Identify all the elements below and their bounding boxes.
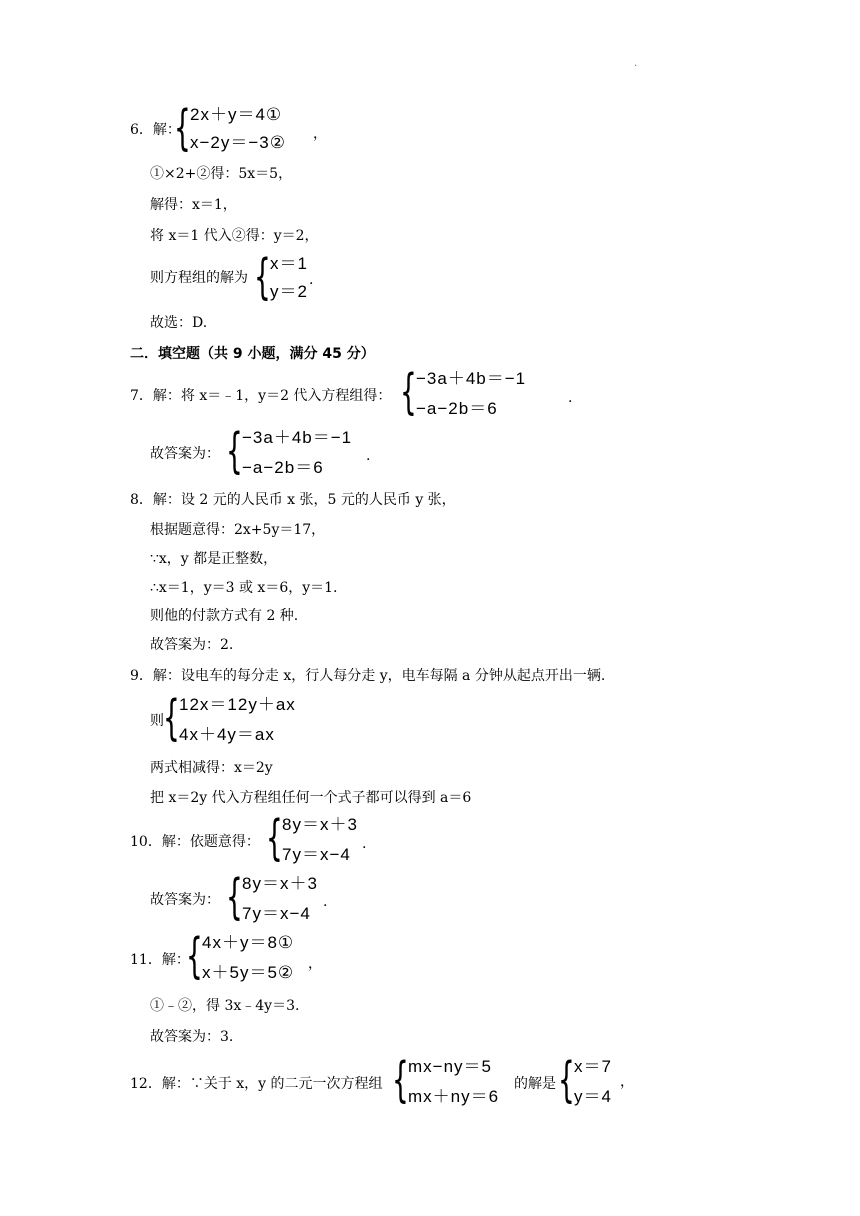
q7-answer-system (226, 423, 353, 479)
q11-system (186, 928, 295, 984)
q6-eq1: 2x＋y＝4① (190, 105, 283, 124)
q12-eq2: mx＋ny＝6 (408, 1087, 500, 1106)
q10-lead: 10．解：依题意得： (130, 834, 260, 850)
brace: { (226, 869, 243, 925)
q9-eq1: 12x＝12y＋ax (179, 695, 296, 714)
brace: { (226, 423, 243, 479)
q11-tail: ， (308, 956, 322, 972)
q10-answer-lead: 故答案为： (150, 892, 220, 908)
q6-sol1: x＝1 (270, 254, 308, 273)
q10-system (266, 810, 358, 866)
q6-eq2: x−2y＝−3② (190, 133, 287, 152)
q7-ans-eq1: −3a＋4b＝−1 (242, 428, 353, 447)
q6-system (174, 100, 287, 156)
brace: { (174, 100, 191, 156)
q7-ans-tail: . (366, 448, 371, 464)
q10-ans-tail: . (323, 894, 328, 910)
q10-eq2: 7y＝x−4 (282, 845, 351, 864)
q9-line4: 把 x＝2y 代入方程组任何一个式子都可以得到 a＝6 (150, 790, 472, 806)
q12-system (392, 1052, 500, 1108)
q6-sol-tail: . (309, 272, 314, 288)
q10-eq1: 8y＝x＋3 (282, 815, 358, 834)
q7-ans-eq2: −a−2b＝6 (242, 458, 324, 477)
brace: { (392, 1052, 409, 1108)
q8-line1: 8．解：设 2 元的人民币 x 张，5 元的人民币 y 张， (130, 492, 456, 508)
q12-mid: 的解是 (514, 1076, 556, 1092)
brace: { (266, 810, 283, 866)
q12-eq1: mx−ny＝5 (408, 1057, 492, 1076)
section-title: 二．填空题（共 9 小题，满分 45 分） (130, 346, 375, 362)
brace: { (163, 690, 180, 746)
q9-line1: 9．解：设电车的每分走 x，行人每分走 y，电车每隔 a 分钟从起点开出一辆. (130, 668, 606, 684)
q8-line6: 故答案为：2. (150, 637, 234, 653)
q6-step3: 将 x＝1 代入②得：y＝2， (150, 228, 319, 244)
q6-lead: 6．解： (130, 122, 181, 138)
q12-sol2: y＝4 (574, 1087, 612, 1106)
q7-eq1: −3a＋4b＝−1 (416, 369, 527, 388)
q8-line4: ∴x＝1，y＝3 或 x＝6，y＝1. (150, 580, 338, 596)
brace: { (254, 249, 271, 305)
q9-line3: 两式相减得：x＝2y (150, 760, 273, 776)
q12-lead: 12．解：∵关于 x，y 的二元一次方程组 (130, 1076, 383, 1092)
brace: { (558, 1052, 575, 1108)
q6-tail: ， (313, 126, 327, 142)
q11-eq2: x＋5y＝5② (202, 963, 295, 982)
q10-answer-system (226, 869, 318, 925)
q8-line5: 则他的付款方式有 2 种. (150, 608, 299, 624)
q12-solution (558, 1052, 612, 1108)
q7-answer-lead: 故答案为： (150, 446, 220, 462)
q6-sol2: y＝2 (270, 282, 308, 301)
q8-line2: 根据题意得：2x+5y＝17， (150, 522, 326, 538)
q12-tail: ， (620, 1074, 634, 1090)
q11-eq1: 4x＋y＝8① (202, 933, 295, 952)
q7-eq2: −a−2b＝6 (416, 399, 498, 418)
q6-step2: 解得：x＝1， (150, 197, 237, 213)
q7-lead: 7．解：将 x＝﹣1，y＝2 代入方程组得： (130, 388, 392, 404)
q11-line2: ①﹣②，得 3x﹣4y＝3. (150, 998, 300, 1014)
q6-solution (254, 249, 308, 305)
q6-solution-lead: 则方程组的解为 (150, 270, 248, 286)
q11-line3: 故答案为：3. (150, 1029, 234, 1045)
q6-choice: 故选：D. (150, 315, 208, 331)
q10-tail: . (362, 836, 367, 852)
q8-line3: ∵x，y 都是正整数， (150, 551, 278, 567)
page-mark: . (634, 58, 638, 69)
q9-system (163, 690, 296, 746)
q11-lead: 11．解： (130, 952, 190, 968)
q9-lead: 则 (150, 713, 164, 729)
q7-system (400, 364, 527, 420)
q9-eq2: 4x＋4y＝ax (179, 725, 275, 744)
q10-ans-eq2: 7y＝x−4 (242, 904, 311, 923)
q7-tail: . (568, 390, 573, 406)
brace: { (186, 928, 203, 984)
q10-ans-eq1: 8y＝x＋3 (242, 874, 318, 893)
q12-sol1: x＝7 (574, 1057, 612, 1076)
q6-step1: ①×2+②得：5x＝5， (150, 166, 293, 182)
brace: { (400, 364, 417, 420)
